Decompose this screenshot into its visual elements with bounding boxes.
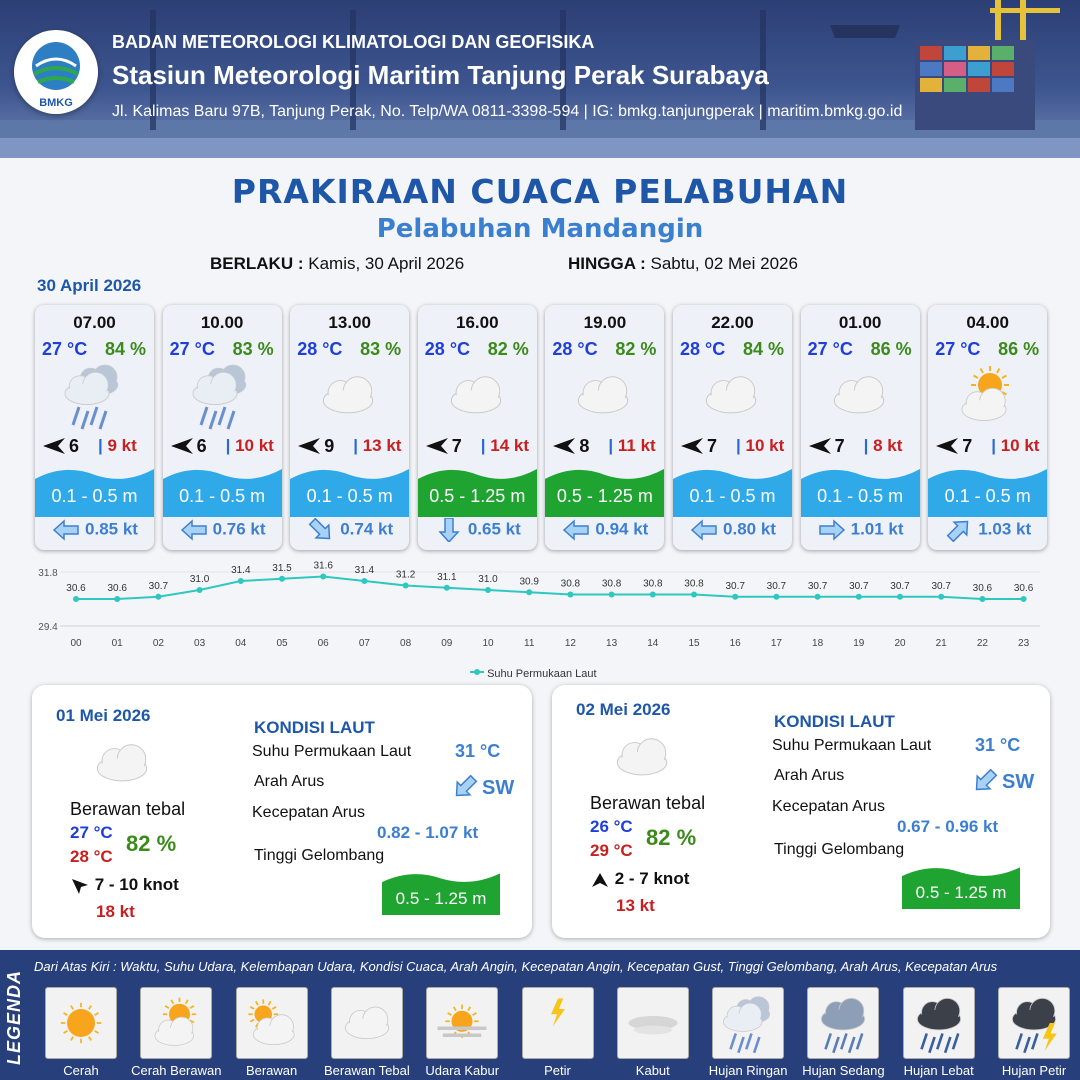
current-direction-icon: [689, 518, 719, 542]
sst-data-label: 30.7: [849, 580, 869, 592]
daily-humidity: 82 %: [646, 825, 697, 850]
x-tick-label: 19: [853, 638, 865, 649]
sst-point: [979, 596, 985, 602]
current-direction-icon: [450, 775, 480, 799]
forecast-time: 04.00: [966, 313, 1009, 332]
wave-height: 0.1 - 0.5 m: [306, 486, 393, 506]
x-tick-label: 20: [894, 638, 906, 649]
current-dir-value: SW: [482, 777, 515, 799]
wind-speed: 6: [196, 436, 207, 456]
sst-point: [1021, 596, 1027, 602]
forecast-time: 16.00: [456, 313, 499, 332]
forecast-time: 10.00: [200, 313, 244, 332]
y-tick-label: 31.8: [38, 568, 58, 579]
wind-direction-icon: [296, 436, 322, 456]
forecast-card: [163, 305, 282, 550]
forecast-humidity: 86 %: [870, 339, 912, 359]
contact-info: Jl. Kalimas Baru 97B, Tanjung Perak, No. Telp/WA 0811-3398-594 | IG: bmkg.tanjungperak | maritim.bmkg.go.id: [112, 103, 903, 120]
daily-temp-max: 28 °C: [70, 847, 113, 866]
sst-point: [732, 594, 738, 600]
gust-value: 10 kt: [745, 436, 785, 455]
daily-temp-max: 29 °C: [590, 841, 633, 860]
current-direction-icon: [51, 518, 81, 542]
wave-height: 0.1 - 0.5 m: [689, 486, 776, 506]
y-tick-label: 29.4: [38, 622, 58, 633]
petir-icon: [523, 988, 593, 1058]
daily-panel: [32, 685, 532, 938]
legend-tag: LEGENDA: [4, 969, 24, 1065]
sst-data-label: 30.6: [66, 583, 86, 594]
forecast-temp: 27 °C: [42, 339, 88, 359]
wind-direction-icon: [70, 877, 90, 895]
forecast-time: 22.00: [711, 313, 754, 332]
sst-point: [155, 594, 161, 600]
legend-item: [712, 987, 784, 1059]
berawan-tebal-icon: [819, 355, 899, 435]
wind-speed: 9: [324, 436, 335, 456]
x-tick-label: 12: [564, 638, 576, 649]
gust-value: 10 kt: [235, 436, 274, 455]
wind-direction-icon: [424, 436, 450, 456]
gust-speed: | 14 kt: [480, 436, 530, 455]
legend-item: [617, 987, 689, 1059]
wind-direction-icon: [807, 436, 833, 456]
gust-speed: | 10 kt: [225, 436, 274, 455]
forecast-humidity: 83 %: [360, 339, 402, 359]
sst-point: [114, 596, 120, 602]
forecast-card: [545, 305, 664, 550]
daily-temp-min: 26 °C: [590, 817, 633, 836]
berawan-tebal-icon: [436, 355, 516, 435]
forecast-card: [928, 305, 1047, 550]
current-info: [545, 518, 664, 542]
sst-point: [773, 594, 779, 600]
chart-legend-marker: [470, 667, 484, 677]
legend-item-label: Berawan Tebal: [324, 1063, 410, 1078]
current-info: [801, 518, 920, 542]
sst-data-label: 31.1: [437, 571, 457, 583]
current-direction-icon: [944, 518, 974, 542]
daily-wind-value: 7 - 10 knot: [94, 875, 179, 894]
forecast-time: 13.00: [328, 313, 371, 332]
forecast-card: [418, 305, 537, 550]
legend-item: [331, 987, 403, 1059]
station-name: Stasiun Meteorologi Maritim Tanjung Perak Surabaya: [112, 60, 769, 90]
legend-item: [236, 987, 308, 1059]
forecast-humidity: 83 %: [232, 339, 274, 359]
current-dir-label: Arah Arus: [774, 767, 845, 784]
forecast-humidity: 84 %: [104, 339, 146, 359]
x-tick-label: 18: [812, 638, 824, 649]
x-tick-label: 07: [358, 638, 370, 649]
wind-direction-icon: [679, 436, 705, 456]
legend-item: [426, 987, 498, 1059]
wind-speed: 7: [451, 436, 462, 456]
forecast-time: 01.00: [838, 313, 882, 332]
sst-data-label: 30.8: [643, 578, 663, 590]
x-tick-label: 15: [688, 638, 700, 649]
current-info: [35, 518, 154, 542]
sst-data-label: 30.6: [972, 583, 993, 594]
legend-description: Dari Atas Kiri : Waktu, Suhu Udara, Kelembapan Udara, Kondisi Cuaca, Arah Angin, Kecepatan Angin, Kecepatan Gust, Tinggi Gelombang, Arah Arus, Kecepatan Arus: [34, 959, 998, 974]
current-info: [418, 518, 537, 542]
legend-item-label: Hujan Lebat: [903, 1063, 974, 1078]
sst-data-label: 31.4: [354, 565, 375, 576]
sst-data-label: 30.6: [107, 583, 127, 594]
sst-point: [856, 594, 862, 600]
legend-item-label: Cerah Berawan: [131, 1063, 222, 1078]
wave-height: 0.1 - 0.5 m: [51, 486, 138, 506]
sst-point: [444, 585, 450, 591]
forecast-temp: 27 °C: [169, 339, 215, 359]
current-speed: 0.85 kt: [85, 519, 138, 539]
legend-item: [807, 987, 879, 1059]
sst-point: [320, 574, 326, 580]
forecast-temp: 28 °C: [680, 339, 726, 359]
gust-speed: | 10 kt: [991, 436, 1040, 455]
valid-from-label: BERLAKU :: [210, 254, 304, 273]
valid-from: [210, 254, 464, 274]
gust-value: 8 kt: [873, 436, 903, 455]
current-direction-icon: [434, 518, 464, 542]
sst-point: [361, 578, 367, 584]
daily-gust: 18 kt: [96, 902, 135, 921]
x-tick-label: 11: [524, 638, 535, 649]
sst-point: [650, 592, 656, 598]
sea-condition-title: KONDISI LAUT: [774, 712, 895, 731]
gust-value: 11 kt: [617, 436, 656, 455]
valid-to: [568, 254, 798, 274]
current-speed: 1.03 kt: [978, 519, 1032, 539]
gust-value: 14 kt: [490, 436, 530, 455]
sst-data-label: 31.4: [231, 565, 251, 576]
forecast-time: 07.00: [73, 313, 116, 332]
gust-speed: | 8 kt: [863, 436, 903, 455]
wind-direction-icon: [551, 436, 577, 456]
sst-data-label: 30.7: [766, 580, 787, 592]
forecast-temp: 27 °C: [807, 339, 853, 359]
sst-point: [238, 578, 244, 584]
sst-point: [815, 594, 821, 600]
forecast-humidity: 82 %: [487, 339, 529, 359]
wind-direction-icon: [169, 436, 195, 456]
chart-legend: [470, 667, 597, 680]
sst-chart-svg: [0, 560, 1080, 665]
forecast-card: [35, 305, 154, 550]
x-tick-label: 23: [1018, 638, 1030, 649]
x-tick-label: 04: [235, 638, 247, 649]
sea-condition-title: KONDISI LAUT: [254, 718, 375, 737]
current-speed: 0.74 kt: [340, 519, 394, 539]
berawan-tebal-icon: [308, 355, 388, 435]
current-direction-icon: [306, 518, 336, 542]
sst-data-label: 31.5: [272, 562, 292, 574]
forecast-temp: 28 °C: [552, 339, 598, 359]
sst-point: [938, 594, 944, 600]
daily-temp-min: 27 °C: [70, 823, 113, 842]
wind-direction-icon: [590, 871, 610, 889]
current-info: [163, 518, 282, 542]
legend-item-label: Berawan: [245, 1063, 298, 1078]
daily-wave-value: 0.5 - 1.25 m: [915, 883, 1007, 902]
legend-item-label: Kabut: [635, 1063, 670, 1078]
sst-data-label: 30.7: [725, 580, 745, 592]
sst-value: 31 °C: [455, 741, 501, 761]
valid-to-value: Sabtu, 02 Mei 2026: [650, 254, 798, 273]
wave-height: 0.1 - 0.5 m: [944, 486, 1031, 506]
chart-legend-label: Suhu Permukaan Laut: [487, 668, 597, 680]
x-tick-label: 08: [400, 638, 412, 649]
hujan-sedang-icon: [808, 988, 878, 1058]
current-speed: 0.80 kt: [723, 519, 776, 539]
current-direction-icon: [970, 769, 1000, 793]
logo-text: BMKG: [39, 97, 73, 109]
x-tick-label: 16: [729, 638, 741, 649]
berawan-tebal-icon: [691, 355, 771, 435]
sst-data-label: 31.0: [478, 574, 498, 585]
sst-data-label: 30.7: [807, 580, 828, 592]
sst-data-label: 31.0: [189, 574, 210, 585]
current-speed-value: 0.82 - 1.07 kt: [377, 823, 479, 842]
valid-from-value: Kamis, 30 April 2026: [308, 254, 465, 273]
sst-point: [485, 587, 491, 593]
current-direction-icon: [817, 518, 847, 542]
current-info: [673, 518, 792, 542]
daily-condition: Berawan tebal: [70, 799, 186, 819]
wind-direction-icon: [934, 436, 960, 456]
daily-date: 02 Mei 2026: [576, 700, 671, 719]
sst-label: Suhu Permukaan Laut: [252, 743, 412, 760]
forecast-temp: 27 °C: [935, 339, 981, 359]
legend-item: [45, 987, 117, 1059]
current-speed: 1.01 kt: [850, 519, 904, 539]
forecast-card: [801, 305, 920, 550]
x-tick-label: 22: [976, 638, 988, 649]
gust-value: 13 kt: [362, 436, 402, 455]
forecast-card: [673, 305, 792, 550]
wave-height: 0.5 - 1.25 m: [556, 486, 653, 506]
daily-wind: [70, 875, 179, 895]
legend-item: [140, 987, 212, 1059]
x-tick-label: 06: [317, 638, 329, 649]
kabut-icon: [618, 988, 688, 1058]
valid-to-label: HINGGA :: [568, 254, 646, 273]
wind-speed: 7: [962, 436, 973, 456]
current-speed-value: 0.67 - 0.96 kt: [897, 817, 999, 836]
sst-data-label: 31.6: [313, 560, 333, 572]
sst-data-label: 30.8: [601, 578, 622, 590]
x-tick-label: 02: [152, 638, 164, 649]
wave-height: 0.5 - 1.25 m: [429, 486, 526, 506]
x-tick-label: 21: [935, 638, 947, 649]
legend-item: [903, 987, 975, 1059]
berawan-tebal-icon: [332, 988, 402, 1058]
sst-point: [691, 592, 697, 598]
gust-value: 10 kt: [1000, 436, 1040, 455]
daily-gust: 13 kt: [616, 896, 655, 915]
current-info: [928, 518, 1047, 542]
berawan-tebal-icon: [563, 355, 643, 435]
sst-data-label: 31.2: [395, 569, 416, 581]
berawan-tebal-icon: [602, 717, 682, 797]
sst-data-label: 30.7: [890, 580, 910, 592]
wind-direction-icon: [41, 436, 67, 456]
x-tick-label: 13: [606, 638, 618, 649]
x-tick-label: 00: [70, 638, 82, 649]
legend-item-label: Hujan Ringan: [708, 1063, 788, 1078]
sst-point: [197, 587, 203, 593]
sst-data-label: 30.7: [931, 580, 951, 592]
sst-data-label: 30.8: [560, 578, 581, 590]
daily-condition: Berawan tebal: [590, 793, 706, 813]
sst-point: [897, 594, 903, 600]
wave-height: 0.1 - 0.5 m: [817, 486, 904, 506]
sst-data-label: 30.9: [519, 576, 539, 588]
current-speed-label: Kecepatan Arus: [252, 804, 365, 821]
hujan-ringan-icon: [713, 988, 783, 1058]
forecast-temp: 28 °C: [297, 339, 343, 359]
berawan-icon: [237, 988, 307, 1058]
gust-speed: | 11 kt: [608, 436, 656, 455]
wind-speed: 7: [707, 436, 718, 456]
sst-point: [567, 592, 573, 598]
sst-point: [73, 596, 79, 602]
legend-item-label: Hujan Petir: [1001, 1063, 1067, 1078]
current-direction-icon: [179, 518, 209, 542]
daily-panel: [552, 685, 1050, 938]
cerah-berawan-icon: [946, 355, 1026, 435]
daily-wind: [590, 869, 689, 889]
sst-point: [609, 592, 615, 598]
current-info: [290, 518, 409, 542]
day0-date: 30 April 2026: [37, 276, 142, 295]
legend-item-label: Petir: [544, 1063, 571, 1078]
daily-date: 01 Mei 2026: [56, 706, 151, 725]
legend-item-label: Hujan Sedang: [802, 1063, 885, 1078]
header-banner: [0, 0, 1080, 158]
port-name: Pelabuhan Mandangin: [376, 214, 704, 244]
forecast-humidity: 84 %: [742, 339, 784, 359]
daily-wave-value: 0.5 - 1.25 m: [395, 889, 487, 908]
sst-label: Suhu Permukaan Laut: [772, 737, 932, 754]
x-tick-label: 03: [194, 638, 206, 649]
legend-item: [998, 987, 1070, 1059]
legend-item: [522, 987, 594, 1059]
x-tick-label: 09: [441, 638, 453, 649]
gust-speed: | 9 kt: [98, 436, 137, 455]
gust-speed: | 13 kt: [353, 436, 402, 455]
sst-data-label: 30.6: [1013, 583, 1034, 594]
sst-point: [403, 583, 409, 589]
page-title: PRAKIRAAN CUACA PELABUHAN: [231, 172, 849, 211]
current-speed: 0.94 kt: [595, 519, 649, 539]
x-tick-label: 10: [482, 638, 494, 649]
wave-height-label: Tinggi Gelombang: [254, 847, 385, 864]
x-tick-label: 05: [276, 638, 288, 649]
daily-humidity: 82 %: [126, 831, 177, 856]
legend-item-label: Cerah: [63, 1063, 99, 1078]
sst-line: [76, 577, 1024, 600]
hujan-ringan-icon: [181, 355, 261, 435]
x-tick-label: 01: [111, 638, 123, 649]
current-speed: 0.76 kt: [212, 519, 266, 539]
hujan-ringan-icon: [53, 355, 133, 435]
legend-item-label: Udara Kabur: [425, 1063, 500, 1078]
sst-value: 31 °C: [975, 735, 1021, 755]
current-dir-value: SW: [1002, 771, 1035, 793]
forecast-card: [290, 305, 409, 550]
sst-point: [279, 576, 285, 582]
wave-height-label: Tinggi Gelombang: [774, 841, 905, 858]
berawan-tebal-icon: [82, 723, 162, 803]
forecast-temp: 28 °C: [424, 339, 471, 359]
cerah-berawan-icon: [141, 988, 211, 1058]
hujan-petir-icon: [999, 988, 1069, 1058]
forecast-time: 19.00: [583, 313, 627, 332]
current-direction-icon: [561, 518, 591, 542]
bmkg-logo: [14, 30, 98, 114]
cerah-icon: [46, 988, 116, 1058]
current-speed-label: Kecepatan Arus: [772, 798, 885, 815]
hujan-lebat-icon: [904, 988, 974, 1058]
current-speed: 0.65 kt: [467, 519, 521, 539]
wind-speed: 6: [69, 436, 80, 456]
wind-speed: 7: [834, 436, 845, 456]
x-tick-label: 14: [647, 638, 659, 649]
sst-data-label: 30.8: [684, 578, 704, 590]
sst-data-label: 30.7: [148, 580, 169, 592]
forecast-humidity: 86 %: [998, 339, 1040, 359]
x-tick-label: 17: [770, 638, 782, 649]
daily-wind-value: 2 - 7 knot: [614, 869, 690, 888]
sst-point: [526, 589, 532, 595]
wave-height: 0.1 - 0.5 m: [179, 486, 266, 506]
gust-value: 9 kt: [107, 436, 137, 455]
forecast-humidity: 82 %: [615, 339, 657, 359]
udara-kabur-icon: [427, 988, 497, 1058]
org-name: BADAN METEOROLOGI KLIMATOLOGI DAN GEOFISIKA: [112, 32, 595, 52]
current-dir-label: Arah Arus: [254, 773, 325, 790]
gust-speed: | 10 kt: [736, 436, 785, 455]
wind-speed: 8: [579, 436, 590, 456]
